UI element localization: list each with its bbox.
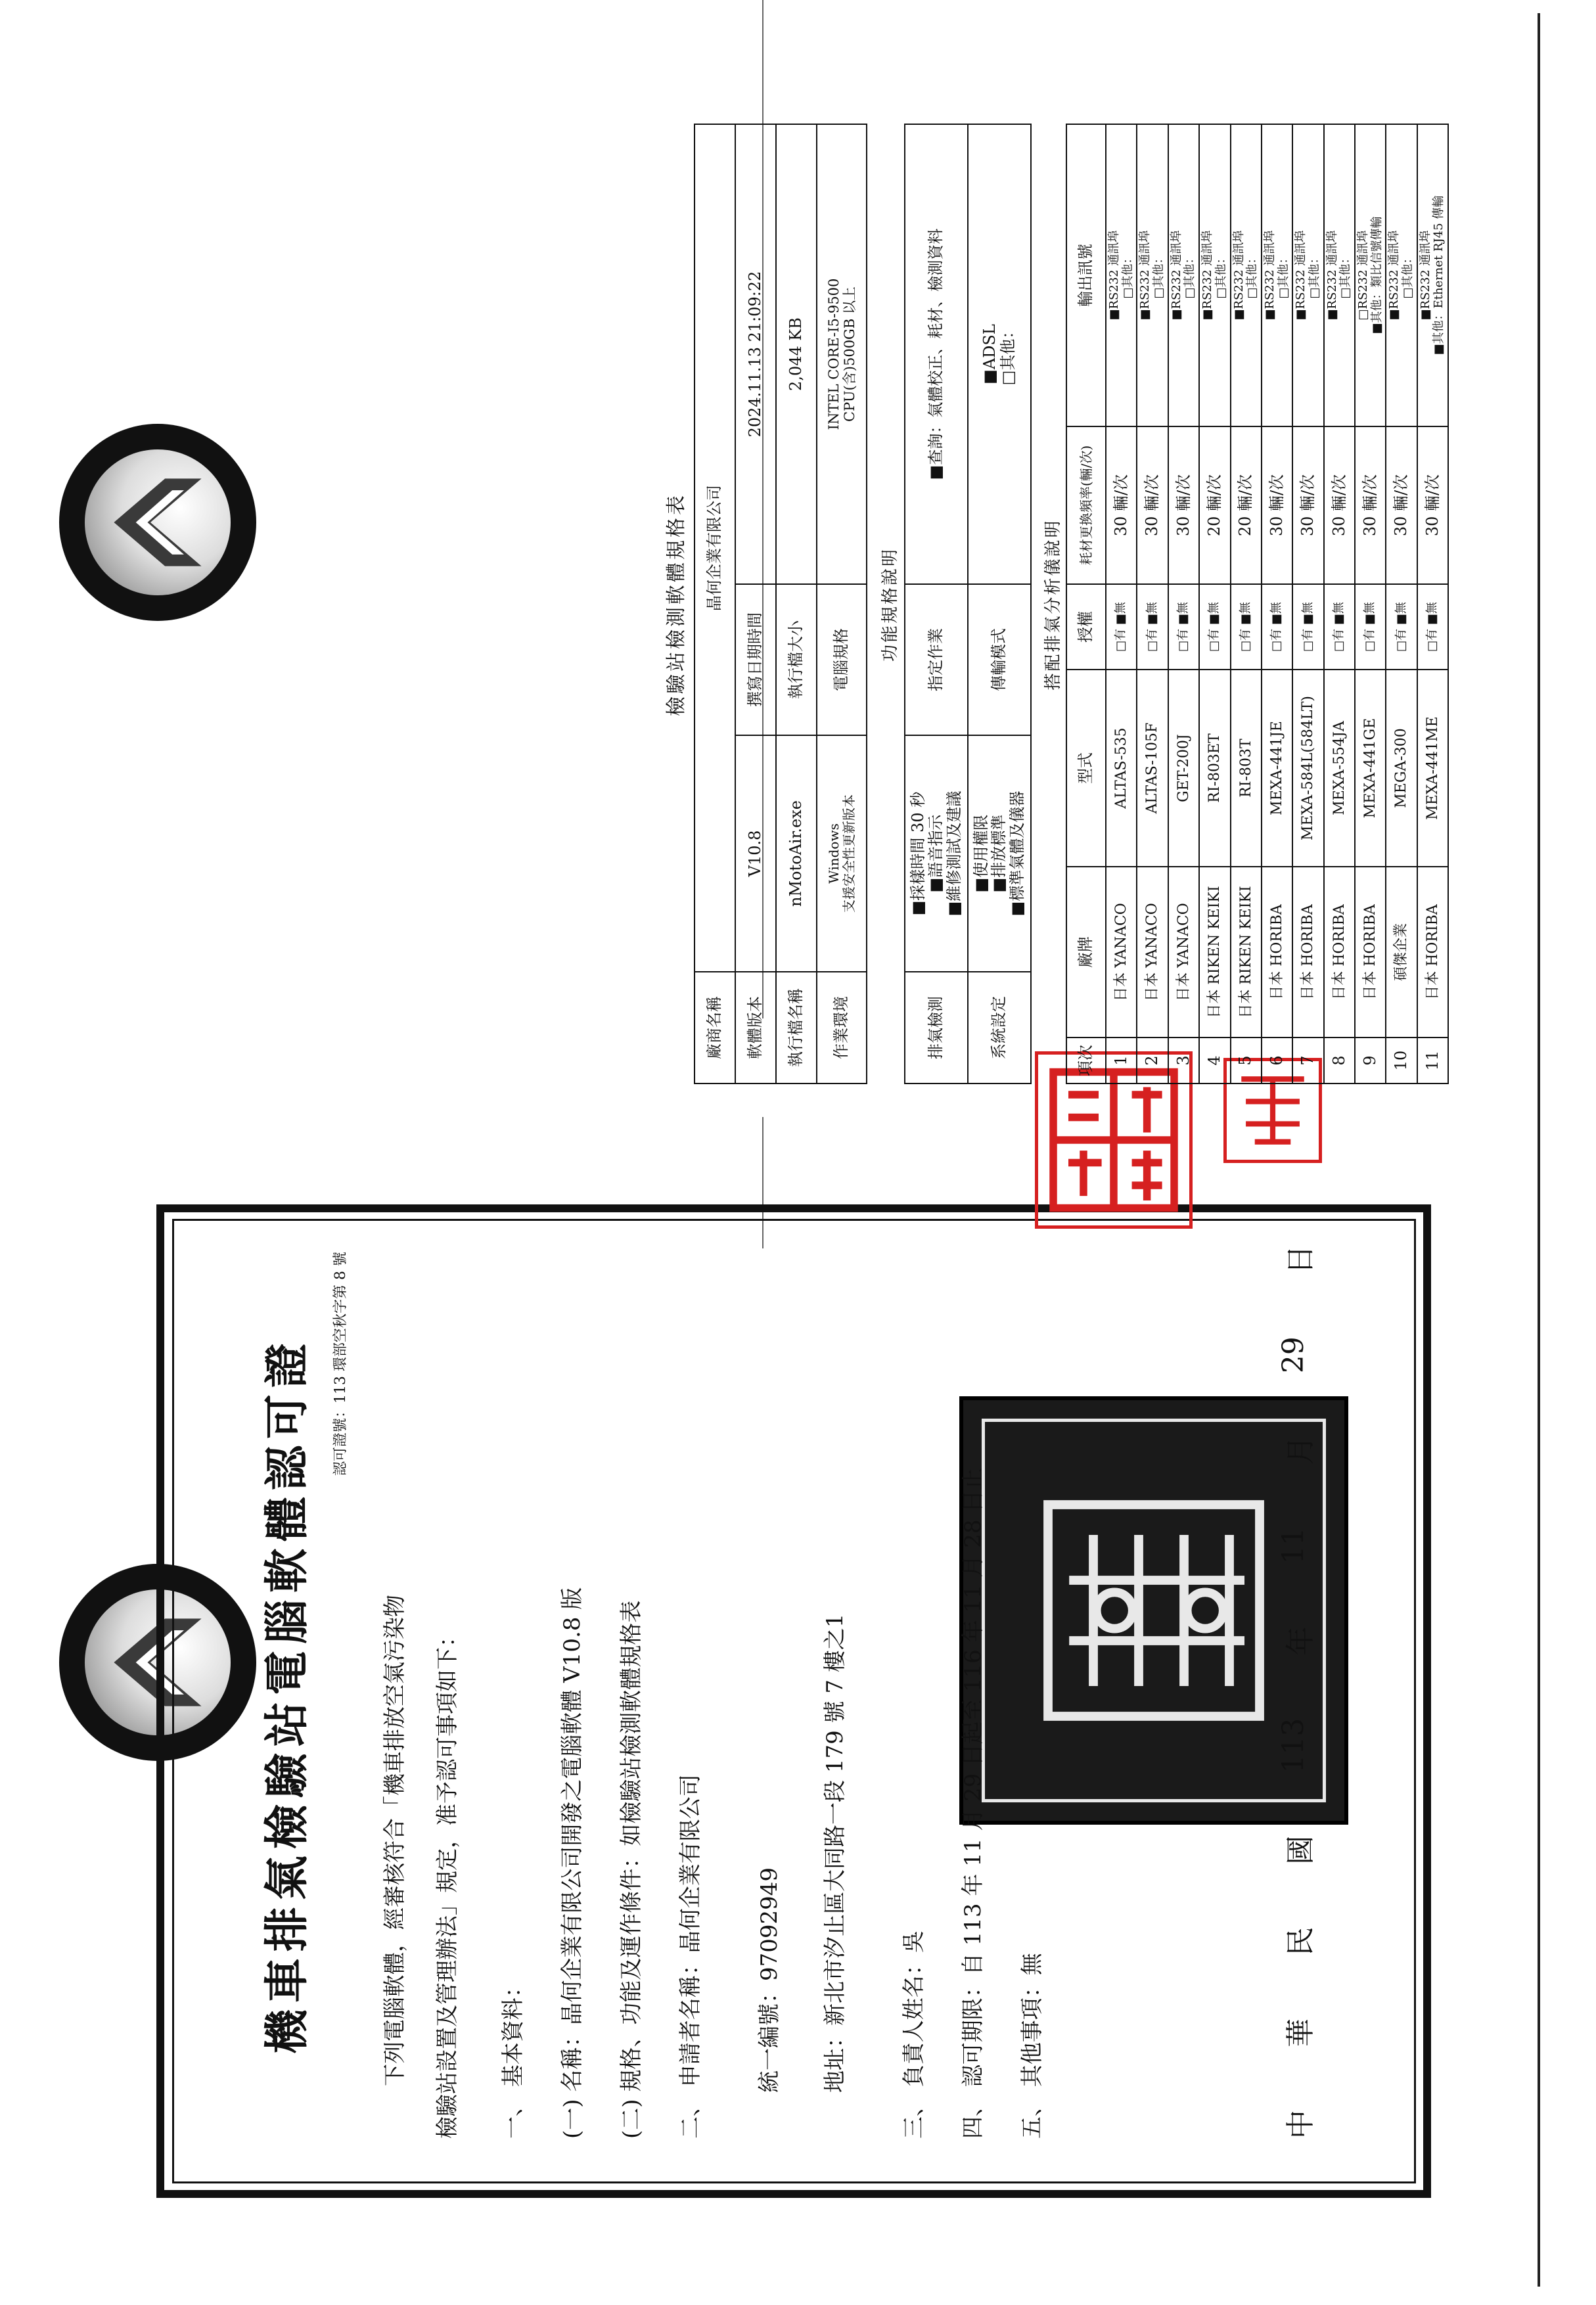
analyzer-row: [1386, 124, 1417, 1084]
basic-info-name: (一) 名稱：晶何企業有限公司開發之電腦軟體 V10.8 版: [559, 1587, 585, 2139]
analyzer-brand: 日本 RIKEN KEIKI: [1199, 867, 1230, 1038]
value-build-time: 2024.11.13 21:09:22: [735, 124, 776, 584]
analyzer-no: 4: [1199, 1038, 1230, 1084]
header-brand: 廠牌: [1066, 867, 1106, 1038]
analyzer-row: [1168, 124, 1199, 1084]
analyzer-frequency: 30 輛/次: [1292, 426, 1323, 584]
analyzer-license: □有 ■無: [1417, 584, 1448, 670]
analyzer-frequency: 30 輛/次: [1386, 426, 1417, 584]
analyzer-license: □有 ■無: [1262, 584, 1292, 670]
certificate-body: [252, 1225, 1336, 2165]
analyzer-no: 5: [1231, 1038, 1262, 1084]
analyzer-row: [1292, 124, 1323, 1084]
spec-title: 檢驗站檢測軟體規格表: [665, 493, 688, 716]
analyzer-frequency: 30 輛/次: [1168, 426, 1199, 584]
analyzer-frequency: 30 輛/次: [1262, 426, 1292, 584]
permit-number: 認可證號：113 環部空秋字第 8 號: [332, 1252, 349, 1476]
function-spec-title: 功能規格說明: [880, 547, 900, 662]
intro-line-1: 下列電腦軟體，經審核符合「機車排放空氣污染物: [382, 1595, 408, 2086]
analyzer-brand: 日本 HORIBA: [1292, 867, 1323, 1038]
analyzer-no: 6: [1262, 1038, 1292, 1084]
section-responsible-person: 三、 負責人姓名：吳: [901, 1930, 927, 2139]
label-vendor: 廠商名稱: [695, 972, 735, 1084]
header-no: 項次: [1066, 1038, 1106, 1084]
analyzer-frequency: 20 輛/次: [1231, 426, 1262, 584]
section-basic-info: 一、 基本資料：: [500, 1975, 526, 2139]
analyzer-no: 8: [1324, 1038, 1355, 1084]
analyzer-output: ■RS232 通訊埠 □其他：: [1292, 124, 1323, 426]
analyzer-brand: 日本 HORIBA: [1324, 867, 1355, 1038]
label-version: 軟體版本: [735, 972, 776, 1084]
analyzer-output: ■RS232 通訊埠 □其他：: [1199, 124, 1230, 426]
issue-date: 中 華 民 國 113 年 11 月 29 日: [1277, 1245, 1317, 2139]
label-designated-task: 指定作業: [905, 584, 968, 735]
analyzer-brand: 碩傑企業: [1386, 867, 1417, 1038]
analyzer-no: 11: [1417, 1038, 1448, 1084]
certificate-title: 機車排氣檢驗站電腦軟體認可證: [261, 1336, 313, 2055]
analyzer-output: ■RS232 通訊埠 □其他：: [1324, 124, 1355, 426]
analyzer-brand: 日本 YANACO: [1106, 867, 1137, 1038]
applicant-address: 地址：新北市汐止區大同路一段 179 號 7 樓之1: [822, 1613, 848, 2093]
analyzer-license: □有 ■無: [1292, 584, 1323, 670]
label-exe-name: 執行檔名稱: [776, 972, 817, 1084]
value-exhaust-test: ■採樣時間 30 秒 ■語音指示 ■維修測試及建議: [905, 735, 968, 972]
analyzer-model: ALTAS-105F: [1137, 670, 1168, 867]
analyzer-brand: 日本 HORIBA: [1355, 867, 1386, 1038]
analyzer-model: MEXA-441GE: [1355, 670, 1386, 867]
analyzer-license: □有 ■無: [1386, 584, 1417, 670]
header-consumable-frequency: 耗材更換頻率(輛/次): [1066, 426, 1106, 584]
analyzer-frequency: 30 輛/次: [1324, 426, 1355, 584]
value-exe-name: nMotoAir.exe: [776, 735, 817, 972]
label-exhaust-test: 排氣檢測: [905, 972, 968, 1084]
label-os: 作業環境: [817, 972, 867, 1084]
value-os: Windows 支援安全性更新版本: [817, 735, 867, 972]
analyzer-no: 3: [1168, 1038, 1199, 1084]
analyzer-row: [1355, 124, 1386, 1084]
value-designated-task: ■查詢：氣體校正、耗材、檢測資料: [905, 124, 968, 584]
header-license: 授權: [1066, 584, 1106, 670]
analyzer-model: MEXA-441JE: [1262, 670, 1292, 867]
analyzer-section-title: 搭配排氣分析儀說明: [1043, 518, 1063, 691]
analyzer-model: ALTAS-535: [1106, 670, 1137, 867]
basic-info-spec: (二) 規格、功能及運作條件：如檢驗站檢測軟體規格表: [618, 1600, 645, 2139]
analyzer-brand: 日本 HORIBA: [1262, 867, 1292, 1038]
analyzer-row: [1262, 124, 1292, 1084]
analyzer-license: □有 ■無: [1231, 584, 1262, 670]
spec-sheet: [660, 125, 1446, 1084]
header-output-signal: 輸出訊號: [1066, 124, 1106, 426]
analyzer-model: MEXA-584L(584LT): [1292, 670, 1323, 867]
analyzer-no: 9: [1355, 1038, 1386, 1084]
applicant-tax-id: 統一編號：97092949: [756, 1867, 783, 2093]
analyzer-model: MEXA-554JA: [1324, 670, 1355, 867]
value-system-setting: ■使用權限 ■排放標準 ■標準氣體及儀器: [968, 735, 1031, 972]
label-pc-spec: 電腦規格: [817, 584, 867, 735]
analyzer-model: MEGA-300: [1386, 670, 1417, 867]
analyzer-model: RI-803ET: [1199, 670, 1230, 867]
analyzer-output: ■RS232 通訊埠 □其他：: [1262, 124, 1292, 426]
analyzer-license: □有 ■無: [1355, 584, 1386, 670]
analyzer-output: ■RS232 通訊埠 □其他：: [1106, 124, 1137, 426]
analyzer-output: □RS232 通訊埠 ■其他：類比信號傳輸: [1355, 124, 1386, 426]
analyzer-model: GET-200J: [1168, 670, 1199, 867]
analyzer-row: [1231, 124, 1262, 1084]
analyzer-output: ■RS232 通訊埠 □其他：: [1168, 124, 1199, 426]
analyzer-frequency: 30 輛/次: [1355, 426, 1386, 584]
function-table: [904, 124, 1032, 1084]
label-system-setting: 系統設定: [968, 972, 1031, 1084]
analyzer-output: ■RS232 通訊埠 ■其他：Ethernet RJ45 傳輸: [1417, 124, 1448, 426]
analyzer-brand: 日本 YANACO: [1137, 867, 1168, 1038]
value-exe-size: 2,044 KB: [776, 124, 817, 584]
analyzer-table: [1066, 124, 1449, 1084]
label-build-time: 撰寫日期時間: [735, 584, 776, 735]
analyzer-license: □有 ■無: [1324, 584, 1355, 670]
analyzer-frequency: 30 輛/次: [1137, 426, 1168, 584]
intro-line-2: 檢驗站設置及管理辦法」規定，准予認可事項如下：: [434, 1625, 461, 2139]
basic-info-table: [694, 124, 867, 1084]
analyzer-license: □有 ■無: [1137, 584, 1168, 670]
analyzer-frequency: 20 輛/次: [1199, 426, 1230, 584]
analyzer-header-row: [1066, 124, 1106, 1084]
section-validity: 四、 認可期限：自 113 年 11 月 29 日起至 116 年 11 月 28 日止: [960, 1467, 986, 2139]
label-transfer-mode: 傳輸模式: [968, 584, 1031, 735]
value-pc-spec: INTEL CORE-I5-9500 CPU(含)500GB 以上: [817, 124, 867, 584]
analyzer-brand: 日本 RIKEN KEIKI: [1231, 867, 1262, 1038]
value-version: V10.8: [735, 735, 776, 972]
analyzer-frequency: 30 輛/次: [1417, 426, 1448, 584]
value-vendor: 晶何企業有限公司: [695, 124, 735, 972]
section-other: 五、 其他事項：無: [1019, 1953, 1045, 2139]
analyzer-output: ■RS232 通訊埠 □其他：: [1137, 124, 1168, 426]
analyzer-no: 10: [1386, 1038, 1417, 1084]
analyzer-output: ■RS232 通訊埠 □其他：: [1386, 124, 1417, 426]
value-transfer-mode: ■ADSL □其他：: [968, 124, 1031, 584]
analyzer-no: 7: [1292, 1038, 1323, 1084]
analyzer-frequency: 30 輛/次: [1106, 426, 1137, 584]
section-applicant: 二、 申請者名稱：晶何企業有限公司: [677, 1774, 704, 2139]
analyzer-license: □有 ■無: [1168, 584, 1199, 670]
analyzer-row: [1106, 124, 1137, 1084]
analyzer-model: RI-803T: [1231, 670, 1262, 867]
header-model: 型式: [1066, 670, 1106, 867]
analyzer-no: 2: [1137, 1038, 1168, 1084]
analyzer-brand: 日本 HORIBA: [1417, 867, 1448, 1038]
analyzer-row: [1137, 124, 1168, 1084]
agency-logo-icon: [59, 424, 256, 621]
label-exe-size: 執行檔大小: [776, 584, 817, 735]
analyzer-license: □有 ■無: [1199, 584, 1230, 670]
analyzer-model: MEXA-441ME: [1417, 670, 1448, 867]
analyzer-row: [1417, 124, 1448, 1084]
analyzer-license: □有 ■無: [1106, 584, 1137, 670]
analyzer-row: [1324, 124, 1355, 1084]
analyzer-brand: 日本 YANACO: [1168, 867, 1199, 1038]
fold-line: [1538, 13, 1540, 2287]
analyzer-row: [1199, 124, 1230, 1084]
analyzer-output: ■RS232 通訊埠 □其他：: [1231, 124, 1262, 426]
analyzer-no: 1: [1106, 1038, 1137, 1084]
